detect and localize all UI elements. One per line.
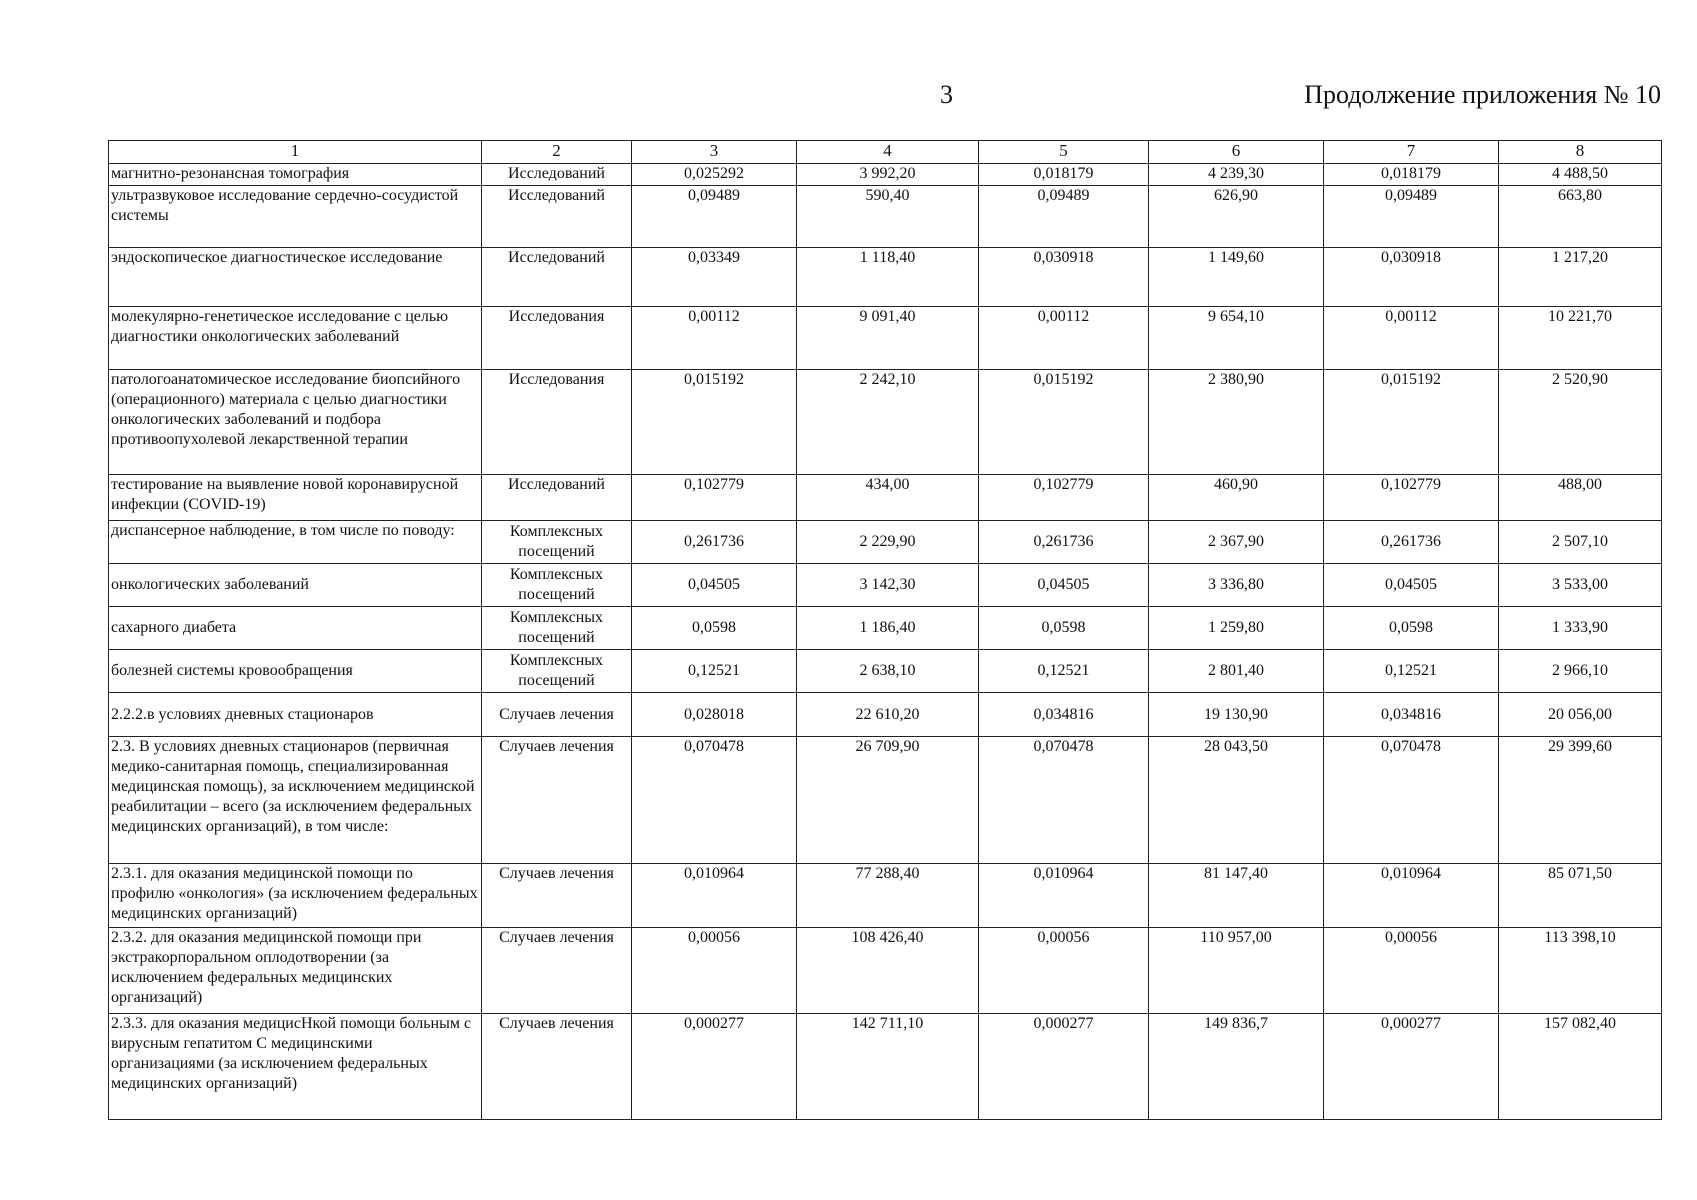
value-cell: 0,12521 (1324, 650, 1499, 693)
appendix-title: Продолжение приложения № 10 (1304, 80, 1661, 109)
page-number: 3 (940, 80, 953, 109)
value-cell: 0,0598 (632, 607, 797, 650)
value-cell: 0,070478 (632, 737, 797, 864)
value-cell: 0,00112 (1324, 307, 1499, 370)
value-cell: 0,015192 (632, 370, 797, 475)
data-table (108, 140, 1662, 1120)
value-cell: 0,102779 (1324, 475, 1499, 521)
value-cell: 2 367,90 (1149, 521, 1324, 564)
value-cell: 1 333,90 (1499, 607, 1662, 650)
value-cell: 0,0598 (979, 607, 1149, 650)
value-cell: 0,12521 (979, 650, 1149, 693)
row-name-cell: ультразвуковое исследование сердечно-сосудистой системы (109, 186, 482, 248)
value-cell: 0,00112 (979, 307, 1149, 370)
row-name-cell: сахарного диабета (109, 607, 482, 650)
unit-cell: Случаев лечения (482, 864, 632, 928)
value-cell: 2 966,10 (1499, 650, 1662, 693)
table-row (109, 521, 1662, 564)
table-row (109, 693, 1662, 737)
value-cell: 29 399,60 (1499, 737, 1662, 864)
value-cell: 2 380,90 (1149, 370, 1324, 475)
value-cell: 20 056,00 (1499, 693, 1662, 737)
unit-cell: Комплексных посещений (482, 607, 632, 650)
value-cell: 1 118,40 (797, 248, 979, 307)
value-cell: 2 229,90 (797, 521, 979, 564)
table-row (109, 164, 1662, 186)
row-name-cell: магнитно-резонансная томография (109, 164, 482, 186)
value-cell: 0,018179 (979, 164, 1149, 186)
column-number-row (109, 141, 1662, 164)
unit-cell: Исследований (482, 186, 632, 248)
value-cell: 626,90 (1149, 186, 1324, 248)
value-cell: 0,12521 (632, 650, 797, 693)
value-cell: 0,034816 (1324, 693, 1499, 737)
value-cell: 22 610,20 (797, 693, 979, 737)
unit-cell: Случаев лечения (482, 737, 632, 864)
table-row (109, 186, 1662, 248)
table-row (109, 370, 1662, 475)
value-cell: 4 239,30 (1149, 164, 1324, 186)
value-cell: 1 259,80 (1149, 607, 1324, 650)
value-cell: 81 147,40 (1149, 864, 1324, 928)
value-cell: 0,04505 (1324, 564, 1499, 607)
unit-cell: Исследования (482, 370, 632, 475)
value-cell: 142 711,10 (797, 1014, 979, 1120)
unit-cell: Исследований (482, 248, 632, 307)
unit-cell: Случаев лечения (482, 1014, 632, 1120)
column-header: 4 (797, 141, 979, 164)
column-header: 2 (482, 141, 632, 164)
table-row (109, 564, 1662, 607)
value-cell: 0,09489 (632, 186, 797, 248)
value-cell: 0,00112 (632, 307, 797, 370)
row-name-cell: 2.3. В условиях дневных стационаров (первичная медико-санитарная помощь, специализированная медицинская помощь), за исключением медицинской реабилитации – всего (за исключением федеральных медицинских организаций), в том числе: (109, 737, 482, 864)
table-row (109, 607, 1662, 650)
table-row (109, 864, 1662, 928)
value-cell: 0,261736 (1324, 521, 1499, 564)
value-cell: 2 801,40 (1149, 650, 1324, 693)
table-row (109, 307, 1662, 370)
value-cell: 0,261736 (979, 521, 1149, 564)
value-cell: 0,261736 (632, 521, 797, 564)
row-name-cell: тестирование на выявление новой коронавирусной инфекции (COVID-19) (109, 475, 482, 521)
column-header: 8 (1499, 141, 1662, 164)
value-cell: 590,40 (797, 186, 979, 248)
value-cell: 77 288,40 (797, 864, 979, 928)
row-name-cell: болезней системы кровообращения (109, 650, 482, 693)
row-name-cell: патологоанатомическое исследование биопсийного (операционного) материала с целью диагностики онкологических заболеваний и подбора противоопухолевой лекарственной терапии (109, 370, 482, 475)
value-cell: 4 488,50 (1499, 164, 1662, 186)
column-header: 6 (1149, 141, 1324, 164)
value-cell: 85 071,50 (1499, 864, 1662, 928)
unit-cell: Комплексных посещений (482, 650, 632, 693)
value-cell: 10 221,70 (1499, 307, 1662, 370)
row-name-cell: молекулярно-генетическое исследование с целью диагностики онкологических заболеваний (109, 307, 482, 370)
value-cell: 488,00 (1499, 475, 1662, 521)
value-cell: 0,070478 (1324, 737, 1499, 864)
row-name-cell: 2.3.2. для оказания медицинской помощи при экстракорпоральном оплодотворении (за исключением федеральных медицинских организаций) (109, 928, 482, 1014)
value-cell: 0,030918 (1324, 248, 1499, 307)
value-cell: 0,000277 (1324, 1014, 1499, 1120)
table-row (109, 650, 1662, 693)
value-cell: 0,025292 (632, 164, 797, 186)
value-cell: 0,00056 (979, 928, 1149, 1014)
table-row (109, 1014, 1662, 1120)
value-cell: 3 533,00 (1499, 564, 1662, 607)
value-cell: 1 217,20 (1499, 248, 1662, 307)
value-cell: 0,030918 (979, 248, 1149, 307)
value-cell: 663,80 (1499, 186, 1662, 248)
unit-cell: Комплексных посещений (482, 521, 632, 564)
value-cell: 0,018179 (1324, 164, 1499, 186)
value-cell: 434,00 (797, 475, 979, 521)
value-cell: 2 242,10 (797, 370, 979, 475)
value-cell: 0,09489 (979, 186, 1149, 248)
table-row (109, 248, 1662, 307)
value-cell: 1 186,40 (797, 607, 979, 650)
value-cell: 9 091,40 (797, 307, 979, 370)
value-cell: 0,010964 (979, 864, 1149, 928)
row-name-cell: 2.3.3. для оказания медицисНкой помощи больным с вирусным гепатитом С медицинскими организациями (за исключением федеральных медицинских организаций) (109, 1014, 482, 1120)
value-cell: 19 130,90 (1149, 693, 1324, 737)
value-cell: 110 957,00 (1149, 928, 1324, 1014)
value-cell: 3 992,20 (797, 164, 979, 186)
table-row (109, 928, 1662, 1014)
unit-cell: Исследования (482, 307, 632, 370)
value-cell: 0,03349 (632, 248, 797, 307)
value-cell: 3 336,80 (1149, 564, 1324, 607)
value-cell: 0,102779 (632, 475, 797, 521)
value-cell: 460,90 (1149, 475, 1324, 521)
value-cell: 26 709,90 (797, 737, 979, 864)
table-row (109, 737, 1662, 864)
value-cell: 1 149,60 (1149, 248, 1324, 307)
value-cell: 0,0598 (1324, 607, 1499, 650)
value-cell: 0,09489 (1324, 186, 1499, 248)
column-header: 5 (979, 141, 1149, 164)
value-cell: 0,015192 (979, 370, 1149, 475)
value-cell: 0,00056 (632, 928, 797, 1014)
table-row (109, 475, 1662, 521)
value-cell: 0,028018 (632, 693, 797, 737)
value-cell: 0,010964 (632, 864, 797, 928)
value-cell: 0,102779 (979, 475, 1149, 521)
value-cell: 0,034816 (979, 693, 1149, 737)
unit-cell: Случаев лечения (482, 693, 632, 737)
value-cell: 2 507,10 (1499, 521, 1662, 564)
unit-cell: Случаев лечения (482, 928, 632, 1014)
value-cell: 0,04505 (632, 564, 797, 607)
row-name-cell: 2.2.2.в условиях дневных стационаров (109, 693, 482, 737)
value-cell: 0,000277 (979, 1014, 1149, 1120)
value-cell: 0,070478 (979, 737, 1149, 864)
row-name-cell: эндоскопическое диагностическое исследование (109, 248, 482, 307)
value-cell: 0,000277 (632, 1014, 797, 1120)
unit-cell: Исследований (482, 475, 632, 521)
value-cell: 0,015192 (1324, 370, 1499, 475)
value-cell: 3 142,30 (797, 564, 979, 607)
column-header: 1 (109, 141, 482, 164)
value-cell: 2 520,90 (1499, 370, 1662, 475)
value-cell: 157 082,40 (1499, 1014, 1662, 1120)
row-name-cell: диспансерное наблюдение, в том числе по поводу: (109, 521, 482, 564)
unit-cell: Комплексных посещений (482, 564, 632, 607)
column-header: 7 (1324, 141, 1499, 164)
value-cell: 149 836,7 (1149, 1014, 1324, 1120)
row-name-cell: 2.3.1. для оказания медицинской помощи по профилю «онкология» (за исключением федеральных медицинских организаций) (109, 864, 482, 928)
value-cell: 0,010964 (1324, 864, 1499, 928)
value-cell: 113 398,10 (1499, 928, 1662, 1014)
value-cell: 0,04505 (979, 564, 1149, 607)
value-cell: 0,00056 (1324, 928, 1499, 1014)
column-header: 3 (632, 141, 797, 164)
row-name-cell: онкологических заболеваний (109, 564, 482, 607)
value-cell: 28 043,50 (1149, 737, 1324, 864)
value-cell: 2 638,10 (797, 650, 979, 693)
value-cell: 108 426,40 (797, 928, 979, 1014)
value-cell: 9 654,10 (1149, 307, 1324, 370)
unit-cell: Исследований (482, 164, 632, 186)
